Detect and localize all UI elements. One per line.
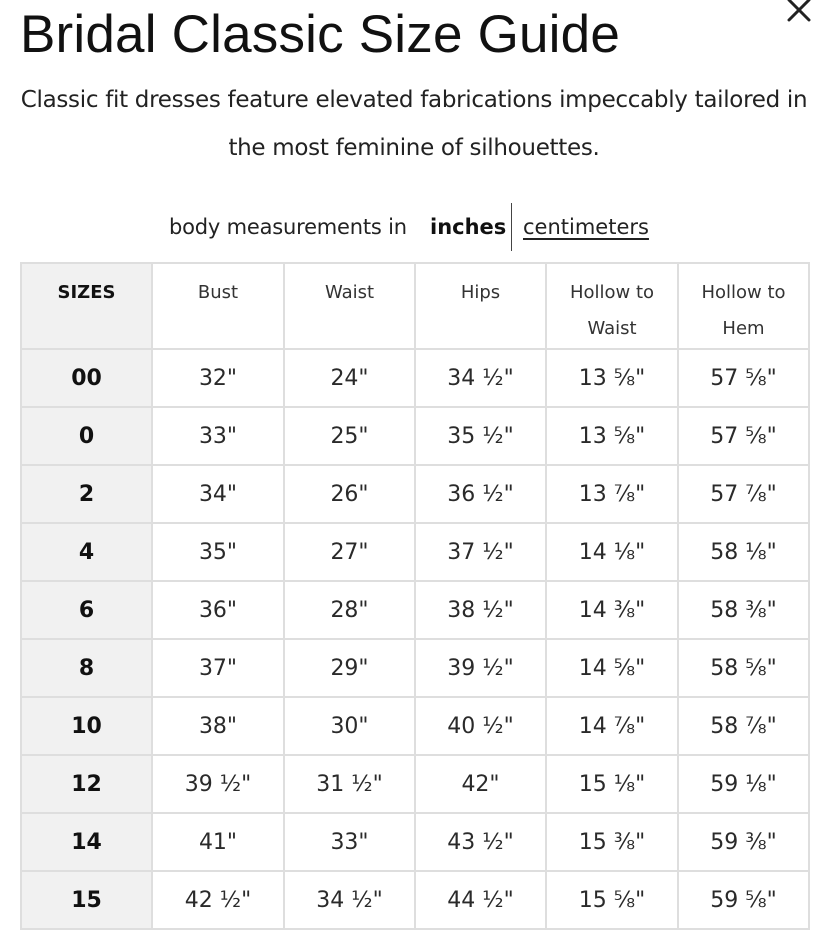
bust-cell: 34" [152,465,284,523]
hollow-to-hem-cell: 57 ⅝" [678,407,809,465]
hollow-to-hem-cell: 58 ⅞" [678,697,809,755]
hollow-to-waist-cell: 14 ⅜" [546,581,678,639]
size-table [20,262,810,930]
hollow-to-waist-cell: 13 ⅞" [546,465,678,523]
hollow-to-waist-cell: 13 ⅝" [546,407,678,465]
waist-cell: 25" [284,407,415,465]
hollow-to-hem-cell: 58 ⅛" [678,523,809,581]
hips-cell: 34 ½" [415,349,546,407]
hollow-to-waist-cell: 15 ⅝" [546,871,678,929]
hips-cell: 43 ½" [415,813,546,871]
units-inches-option[interactable]: inches [430,215,507,239]
header-hollow-to-hem: Hollow to Hem [678,263,809,349]
hollow-to-hem-cell: 57 ⅝" [678,349,809,407]
hollow-to-waist-cell: 15 ⅛" [546,755,678,813]
size-cell: 0 [21,407,152,465]
waist-cell: 34 ½" [284,871,415,929]
hollow-to-hem-cell: 59 ⅝" [678,871,809,929]
waist-cell: 29" [284,639,415,697]
hollow-to-waist-cell: 14 ⅛" [546,523,678,581]
size-cell: 14 [21,813,152,871]
size-cell: 8 [21,639,152,697]
table-row [21,871,809,929]
hips-cell: 40 ½" [415,697,546,755]
size-cell: 15 [21,871,152,929]
hollow-to-hem-cell: 59 ⅜" [678,813,809,871]
size-cell: 2 [21,465,152,523]
bust-cell: 32" [152,349,284,407]
header-sizes: SIZES [21,263,152,349]
table-row [21,813,809,871]
size-cell: 6 [21,581,152,639]
hips-cell: 44 ½" [415,871,546,929]
hips-cell: 35 ½" [415,407,546,465]
size-cell: 00 [21,349,152,407]
bust-cell: 35" [152,523,284,581]
page-subtitle: Classic fit dresses feature elevated fabrications impeccably tailored in the most feminine of silhouettes. [20,87,808,161]
units-centimeters-link[interactable]: centimeters [523,215,649,239]
hollow-to-waist-cell: 15 ⅜" [546,813,678,871]
hollow-to-waist-cell: 14 ⅝" [546,639,678,697]
bust-cell: 37" [152,639,284,697]
units-label: body measurements in [169,215,407,239]
table-row [21,407,809,465]
size-cell: 10 [21,697,152,755]
waist-cell: 24" [284,349,415,407]
table-header-row [21,263,809,349]
bust-cell: 42 ½" [152,871,284,929]
hips-cell: 38 ½" [415,581,546,639]
bust-cell: 36" [152,581,284,639]
size-cell: 12 [21,755,152,813]
waist-cell: 26" [284,465,415,523]
waist-cell: 31 ½" [284,755,415,813]
hollow-to-hem-cell: 59 ⅛" [678,755,809,813]
header-hips: Hips [415,263,546,349]
bust-cell: 33" [152,407,284,465]
table-row [21,697,809,755]
table-row [21,523,809,581]
units-toggle [0,205,828,251]
hips-cell: 42" [415,755,546,813]
bust-cell: 39 ½" [152,755,284,813]
table-row [21,349,809,407]
hollow-to-hem-cell: 57 ⅞" [678,465,809,523]
table-row [21,639,809,697]
table-row [21,581,809,639]
waist-cell: 28" [284,581,415,639]
hollow-to-waist-cell: 14 ⅞" [546,697,678,755]
waist-cell: 30" [284,697,415,755]
header-hollow-to-waist: Hollow to Waist [546,263,678,349]
waist-cell: 33" [284,813,415,871]
bust-cell: 38" [152,697,284,755]
header-bust: Bust [152,263,284,349]
table-row [21,755,809,813]
bust-cell: 41" [152,813,284,871]
size-cell: 4 [21,523,152,581]
waist-cell: 27" [284,523,415,581]
page-title: Bridal Classic Size Guide [20,5,621,64]
hips-cell: 37 ½" [415,523,546,581]
hollow-to-hem-cell: 58 ⅜" [678,581,809,639]
close-icon[interactable] [783,0,815,26]
hollow-to-hem-cell: 58 ⅝" [678,639,809,697]
table-row [21,465,809,523]
units-divider [511,203,512,251]
table-body [21,349,809,929]
hips-cell: 36 ½" [415,465,546,523]
header-waist: Waist [284,263,415,349]
hips-cell: 39 ½" [415,639,546,697]
hollow-to-waist-cell: 13 ⅝" [546,349,678,407]
